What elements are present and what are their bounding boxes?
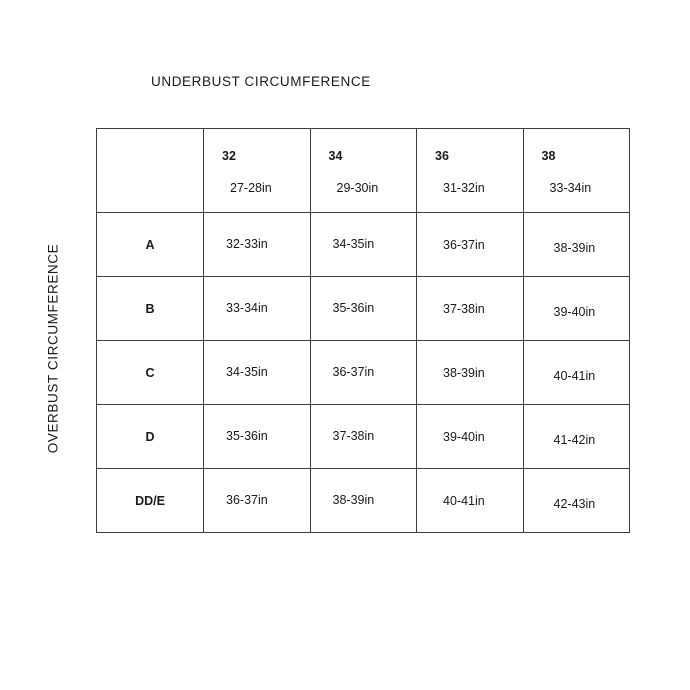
column-header-cell [417, 129, 524, 213]
cell-value: 34-35in [332, 236, 375, 251]
cell-value: 39-40in [443, 429, 485, 444]
table-cell [523, 469, 630, 533]
cell-value: 37-38in [332, 428, 375, 443]
table-cell [417, 341, 524, 405]
cell-value: 39-40in [553, 304, 596, 319]
column-band-size: 38 [541, 149, 556, 163]
table-cell [310, 469, 417, 533]
column-band-range: 31-32in [443, 181, 485, 195]
cell-value: 34-35in [226, 364, 268, 379]
table-cell [204, 213, 311, 277]
table-cell [310, 277, 417, 341]
column-header-cell [310, 129, 417, 213]
table-cell [204, 405, 311, 469]
table-cell [204, 341, 311, 405]
cell-value: 32-33in [226, 236, 268, 251]
table-cell [417, 277, 524, 341]
table-cell [310, 341, 417, 405]
table-cell [417, 405, 524, 469]
cell-value: 36-37in [226, 492, 268, 507]
cell-value: 38-39in [553, 240, 596, 255]
table-row [97, 213, 630, 277]
cell-value: 38-39in [332, 492, 375, 507]
table-cell [523, 277, 630, 341]
column-header-cell [523, 129, 630, 213]
column-axis-label: UNDERBUST CIRCUMFERENCE [151, 74, 371, 89]
cell-value: 33-34in [226, 300, 268, 315]
table-cell [417, 213, 524, 277]
column-band-size: 36 [435, 149, 449, 163]
table-cell [310, 213, 417, 277]
table-row [97, 277, 630, 341]
column-header-cell [204, 129, 311, 213]
cell-value: 40-41in [553, 368, 596, 383]
table-cell [523, 405, 630, 469]
column-band-range: 29-30in [336, 181, 379, 195]
row-header-cup: DD/E [97, 469, 204, 533]
row-axis-label: OVERBUST CIRCUMFERENCE [45, 243, 61, 454]
column-band-size: 34 [328, 149, 343, 163]
cell-value: 38-39in [443, 365, 485, 380]
table-cell [310, 405, 417, 469]
column-band-range: 27-28in [230, 181, 272, 195]
size-table [96, 128, 630, 533]
table-cell [417, 469, 524, 533]
table-corner-cell [97, 129, 204, 213]
table-cell [204, 277, 311, 341]
cell-value: 37-38in [443, 301, 485, 316]
cell-value: 41-42in [553, 432, 596, 447]
column-band-range: 33-34in [549, 181, 592, 195]
cell-value: 36-37in [443, 237, 485, 252]
cell-value: 36-37in [332, 364, 375, 379]
row-header-cup: C [97, 341, 204, 405]
column-band-size: 32 [222, 149, 236, 163]
table-row [97, 469, 630, 533]
table-cell [204, 469, 311, 533]
cell-value: 40-41in [443, 493, 485, 508]
row-header-cup: A [97, 213, 204, 277]
table-header-row [97, 129, 630, 213]
row-header-cup: D [97, 405, 204, 469]
table-cell [523, 341, 630, 405]
table-cell [523, 213, 630, 277]
cell-value: 35-36in [226, 428, 268, 443]
cell-value: 35-36in [332, 300, 375, 315]
table-row [97, 341, 630, 405]
cell-value: 42-43in [553, 496, 596, 511]
table-row [97, 405, 630, 469]
row-header-cup: B [97, 277, 204, 341]
